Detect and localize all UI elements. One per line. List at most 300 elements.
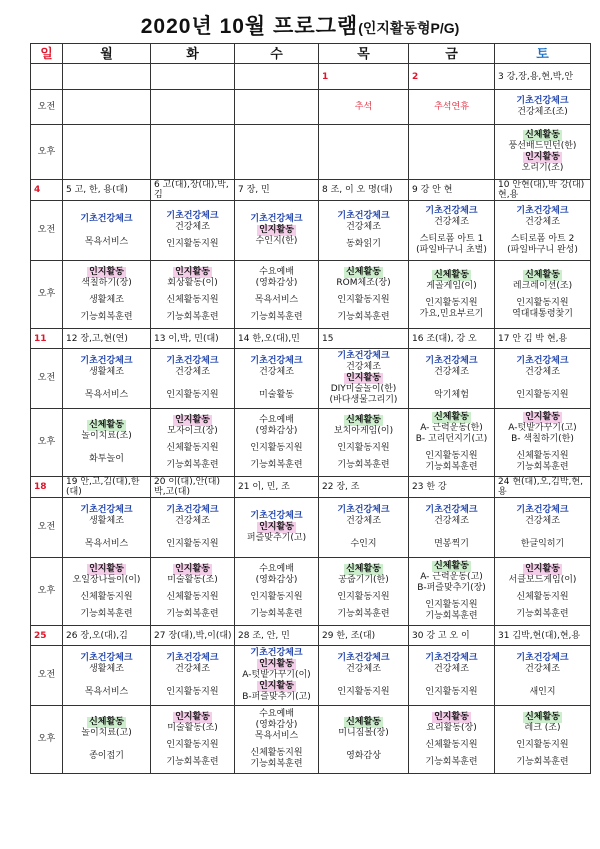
title-sub: (인지활동형P/G) bbox=[358, 20, 460, 36]
activity-label: 목욕서비스 bbox=[84, 236, 129, 247]
schedule-cell bbox=[151, 90, 235, 125]
activity-label: 기능회복훈련 bbox=[166, 608, 219, 619]
activity-label: 기초건강체크 bbox=[516, 356, 569, 366]
activity-label: 기능회복훈련 bbox=[337, 459, 390, 470]
schedule-cell bbox=[151, 201, 235, 261]
activity-label: 신체활동지원 bbox=[516, 451, 569, 461]
day-thu: 목 bbox=[319, 44, 409, 64]
date-cell bbox=[31, 64, 63, 90]
activity-label: 퍼즐맞추기(고) bbox=[246, 533, 307, 543]
activity-label: ROM체조(장) bbox=[336, 277, 391, 288]
activity-label: 한글익히기 bbox=[520, 539, 565, 549]
schedule-cell bbox=[63, 90, 151, 125]
activity-label: 레크레이션(조) bbox=[512, 280, 573, 291]
activity-label: 인지활동지원 bbox=[425, 687, 478, 697]
date-cell: 7 장, 민 bbox=[235, 180, 319, 201]
week-3-dates bbox=[31, 477, 591, 498]
cognitive-tag: 인지활동 bbox=[525, 152, 560, 162]
activity-label: 신체활동지원 bbox=[250, 748, 303, 758]
schedule-cell bbox=[495, 706, 591, 774]
activity-label: 인지활동지원 bbox=[516, 297, 569, 308]
activity-label: 기초건강체크 bbox=[80, 505, 133, 515]
week-1-pm bbox=[31, 261, 591, 329]
date-cell: 22 장, 조 bbox=[319, 477, 409, 498]
schedule-cell bbox=[409, 646, 495, 706]
activity-label: 기능회복훈련 bbox=[250, 759, 303, 769]
activity-label: 기능회복훈련 bbox=[166, 459, 219, 470]
schedule-cell bbox=[409, 201, 495, 261]
cognitive-tag: 인지활동 bbox=[259, 225, 294, 235]
activity-label: 기초건강체크 bbox=[337, 211, 390, 221]
activity-label: 역대대통령찾기 bbox=[512, 308, 573, 319]
activity-label: (영화감상) bbox=[255, 277, 298, 288]
activity-label: 기능회복훈련 bbox=[516, 462, 569, 472]
day-tue: 화 bbox=[151, 44, 235, 64]
activity-label: 목욕서비스 bbox=[84, 539, 129, 549]
activity-label: 신체활동지원 bbox=[166, 591, 219, 602]
activity-label: 생활체조 bbox=[89, 294, 124, 305]
activity-label: 수요예배 bbox=[259, 266, 294, 277]
activity-label: A- 근력운동(한) bbox=[420, 423, 483, 433]
date-cell: 6 고(대),장(대),박,김 bbox=[151, 180, 235, 201]
schedule-cell bbox=[495, 125, 591, 180]
date-cell: 3 강,장,용,현,박,안 bbox=[495, 64, 591, 90]
physical-tag: 신체활동 bbox=[89, 420, 124, 430]
schedule-cell bbox=[235, 349, 319, 409]
physical-tag: 신체활동 bbox=[525, 130, 560, 140]
schedule-cell bbox=[235, 125, 319, 180]
week-3-pm bbox=[31, 558, 591, 626]
activity-label: (영화감상) bbox=[255, 720, 298, 730]
cognitive-tag: 인지활동 bbox=[259, 659, 294, 669]
schedule-cell bbox=[319, 90, 409, 125]
schedule-cell bbox=[235, 558, 319, 626]
title-main: 2020년 10월 프로그램 bbox=[140, 15, 359, 38]
activity-label: 기능회복훈련 bbox=[166, 311, 219, 322]
activity-label: 기초건강체크 bbox=[516, 96, 569, 106]
activity-label: 기능회복훈련 bbox=[337, 608, 390, 619]
activity-label: 건강체조 bbox=[525, 367, 560, 377]
physical-tag: 신체활동 bbox=[346, 414, 381, 425]
date-cell: 4 bbox=[31, 180, 63, 201]
day-fri: 금 bbox=[409, 44, 495, 64]
activity-label: 신체활동지원 bbox=[425, 739, 478, 750]
pm-label: 오후 bbox=[31, 125, 63, 180]
activity-label: 가요,민요부르기 bbox=[419, 308, 484, 319]
activity-label: 건강체조 bbox=[346, 362, 381, 372]
schedule-cell bbox=[235, 409, 319, 477]
holiday-label: 추석연휴 bbox=[434, 101, 469, 112]
schedule-cell bbox=[409, 558, 495, 626]
activity-label: 기초건강체크 bbox=[80, 213, 133, 224]
schedule-cell bbox=[319, 646, 409, 706]
activity-label: 인지활동지원 bbox=[166, 390, 219, 400]
activity-label: 요리활동(장) bbox=[426, 722, 477, 733]
cognitive-tag: 인지활동 bbox=[175, 266, 210, 277]
week-1-dates bbox=[31, 180, 591, 201]
schedule-cell bbox=[235, 261, 319, 329]
activity-label: 인지활동지원 bbox=[337, 442, 390, 453]
schedule-cell bbox=[235, 646, 319, 706]
activity-label: 인지활동지원 bbox=[337, 591, 390, 602]
physical-tag: 신체활동 bbox=[89, 717, 124, 727]
activity-label: 기능회복훈련 bbox=[425, 462, 478, 472]
activity-label: 기능회복훈련 bbox=[80, 311, 133, 322]
activity-label: 기능회복훈련 bbox=[425, 756, 478, 767]
schedule-cell bbox=[319, 498, 409, 558]
physical-tag: 신체활동 bbox=[525, 711, 560, 722]
schedule-cell bbox=[151, 498, 235, 558]
date-cell bbox=[235, 64, 319, 90]
schedule-cell bbox=[495, 201, 591, 261]
cognitive-tag: 인지활동 bbox=[346, 373, 381, 383]
date-cell: 19 안,고,김(대),한(대) bbox=[63, 477, 151, 498]
schedule-cell bbox=[319, 409, 409, 477]
holiday-label: 추석 bbox=[354, 101, 373, 112]
activity-label: 기초건강체크 bbox=[250, 511, 303, 521]
date-cell: 15 bbox=[319, 329, 409, 349]
activity-label: 서클보드게임(이) bbox=[508, 574, 577, 585]
activity-label: 수인지(한) bbox=[255, 236, 298, 246]
date-cell: 27 장(대),박,이(대) bbox=[151, 626, 235, 646]
week-0-pm bbox=[31, 125, 591, 180]
date-cell: 17 안 김 박 현,용 bbox=[495, 329, 591, 349]
activity-label: 기초건강체크 bbox=[425, 205, 478, 216]
schedule-cell bbox=[495, 409, 591, 477]
activity-label: 면봉찍기 bbox=[434, 539, 469, 549]
date-cell: 18 bbox=[31, 477, 63, 498]
am-label: 오전 bbox=[31, 498, 63, 558]
activity-label: 기초건강체크 bbox=[425, 505, 478, 515]
activity-label: 인지활동지원 bbox=[166, 539, 219, 549]
activity-label: 인지활동지원 bbox=[166, 239, 219, 249]
pm-label: 오후 bbox=[31, 409, 63, 477]
schedule-cell bbox=[235, 498, 319, 558]
activity-label: 풍선배드민턴(한) bbox=[508, 141, 577, 151]
schedule-cell bbox=[495, 646, 591, 706]
activity-label: 인지활동지원 bbox=[166, 687, 219, 697]
activity-label: 기능회복훈련 bbox=[80, 608, 133, 619]
schedule-cell bbox=[151, 706, 235, 774]
physical-tag: 신체활동 bbox=[525, 269, 560, 280]
activity-label: 보치아게임(이) bbox=[333, 425, 394, 436]
week-2-pm bbox=[31, 409, 591, 477]
activity-label: B- 색칠하기(한) bbox=[511, 434, 574, 444]
date-cell: 29 한, 조(대) bbox=[319, 626, 409, 646]
schedule-cell bbox=[319, 349, 409, 409]
activity-label: 악기체험 bbox=[434, 390, 469, 400]
activity-label: 미술활동(조) bbox=[167, 574, 218, 585]
day-sun: 일 bbox=[31, 44, 63, 64]
date-cell: 12 장,고,현(연) bbox=[63, 329, 151, 349]
activity-label: 인지활동지원 bbox=[337, 687, 390, 697]
activity-label: 건강체조 bbox=[346, 222, 381, 232]
schedule-cell bbox=[409, 90, 495, 125]
cognitive-tag: 인지활동 bbox=[434, 711, 469, 722]
cognitive-tag: 인지활동 bbox=[175, 414, 210, 425]
schedule-cell bbox=[409, 706, 495, 774]
schedule-cell bbox=[409, 409, 495, 477]
date-cell: 20 이(대),안(대) 박,고(대) bbox=[151, 477, 235, 498]
activity-label: 기초건강체크 bbox=[516, 505, 569, 515]
schedule-cell bbox=[409, 349, 495, 409]
date-cell: 25 bbox=[31, 626, 63, 646]
activity-label: 게골게임(이) bbox=[426, 280, 477, 291]
activity-label: 기초건강체크 bbox=[337, 505, 390, 515]
week-4-am bbox=[31, 646, 591, 706]
day-mon: 월 bbox=[63, 44, 151, 64]
activity-label: 생활체조 bbox=[89, 664, 124, 674]
activity-label: 인지활동지원 bbox=[425, 600, 478, 610]
activity-label: 기초건강체크 bbox=[250, 356, 303, 366]
activity-label: A-텃밭가꾸기(고) bbox=[508, 423, 577, 433]
activity-label: 영화감상 bbox=[346, 751, 381, 761]
activity-label: 인지활동지원 bbox=[250, 591, 303, 602]
schedule-cell bbox=[409, 498, 495, 558]
activity-label: 기능회복훈련 bbox=[166, 756, 219, 767]
date-cell: 26 장,오(대),김 bbox=[63, 626, 151, 646]
activity-label: 공줍기기(한) bbox=[338, 574, 389, 585]
activity-label: 동화읽기 bbox=[346, 239, 381, 249]
activity-label: 기초건강체크 bbox=[166, 211, 219, 221]
schedule-cell bbox=[495, 261, 591, 329]
cognitive-tag: 인지활동 bbox=[259, 522, 294, 532]
date-cell: 30 강 고 오 이 bbox=[409, 626, 495, 646]
physical-tag: 신체활동 bbox=[346, 717, 381, 727]
activity-label: 건강체조 bbox=[525, 664, 560, 674]
activity-label: 건강체조 bbox=[346, 516, 381, 526]
activity-label: 기능회복훈련 bbox=[516, 608, 569, 619]
date-cell: 14 한,오(대),민 bbox=[235, 329, 319, 349]
activity-label: 생활체조 bbox=[89, 367, 124, 377]
schedule-cell bbox=[235, 706, 319, 774]
activity-label: 건강체조 bbox=[434, 367, 469, 377]
schedule-cell bbox=[63, 558, 151, 626]
date-cell bbox=[63, 64, 151, 90]
activity-label: 미니짐볼(장) bbox=[338, 728, 389, 738]
activity-label: 인지활동지원 bbox=[250, 442, 303, 453]
date-cell: 13 이,박, 민(대) bbox=[151, 329, 235, 349]
schedule-cell bbox=[235, 90, 319, 125]
schedule-cell bbox=[151, 558, 235, 626]
schedule-cell bbox=[151, 261, 235, 329]
cognitive-tag: 인지활동 bbox=[175, 711, 210, 722]
activity-label: 건강체조 bbox=[434, 516, 469, 526]
cognitive-tag: 인지활동 bbox=[89, 266, 124, 277]
date-cell: 28 조, 안, 민 bbox=[235, 626, 319, 646]
activity-label: 기능회복훈련 bbox=[250, 608, 303, 619]
schedule-cell bbox=[63, 349, 151, 409]
activity-label: 수요예배 bbox=[259, 414, 294, 425]
activity-label: (파일바구니 완성) bbox=[507, 244, 578, 255]
activity-label: 미술활동(조) bbox=[167, 722, 218, 733]
activity-label: 건강체조 bbox=[175, 516, 210, 526]
activity-label: 기초건강체크 bbox=[337, 351, 390, 361]
schedule-cell bbox=[151, 125, 235, 180]
activity-label: 수인지 bbox=[350, 539, 377, 549]
activity-label: 레크 (조) bbox=[524, 722, 561, 733]
activity-label: B-퍼즐맞추기(장) bbox=[417, 583, 486, 593]
schedule-cell bbox=[495, 90, 591, 125]
am-label: 오전 bbox=[31, 201, 63, 261]
activity-label: B- 고리던지기(고) bbox=[415, 434, 488, 444]
schedule-table bbox=[30, 43, 591, 774]
activity-label: DIY미술놀이(한) bbox=[330, 384, 397, 394]
activity-label: 기초건강체크 bbox=[516, 205, 569, 216]
cognitive-tag: 인지활동 bbox=[89, 563, 124, 574]
activity-label: 건강체조 bbox=[259, 367, 294, 377]
activity-label: 종이접기 bbox=[89, 751, 124, 761]
schedule-cell bbox=[495, 558, 591, 626]
activity-label: 수요예배 bbox=[259, 563, 294, 574]
date-cell: 5 고, 한, 용(대) bbox=[63, 180, 151, 201]
activity-label: 인지활동지원 bbox=[516, 390, 569, 400]
activity-label: 목욕서비스 bbox=[84, 390, 129, 400]
activity-label: 건강체조 bbox=[525, 216, 560, 227]
schedule-cell bbox=[235, 201, 319, 261]
activity-label: B-퍼즐맞추기(고) bbox=[242, 692, 311, 702]
date-cell: 11 bbox=[31, 329, 63, 349]
schedule-cell bbox=[151, 409, 235, 477]
physical-tag: 신체활동 bbox=[434, 269, 469, 280]
am-label: 오전 bbox=[31, 349, 63, 409]
activity-label: 오리기(조) bbox=[521, 163, 564, 173]
activity-label: 신체활동지원 bbox=[166, 294, 219, 305]
activity-label: 건강체조 bbox=[434, 216, 469, 227]
schedule-cell bbox=[151, 646, 235, 706]
activity-label: 목욕서비스 bbox=[254, 294, 299, 305]
schedule-cell bbox=[319, 558, 409, 626]
schedule-cell bbox=[63, 498, 151, 558]
activity-label: 인지활동지원 bbox=[166, 739, 219, 750]
activity-label: 기능회복훈련 bbox=[337, 311, 390, 322]
date-cell bbox=[151, 64, 235, 90]
cognitive-tag: 인지활동 bbox=[525, 563, 560, 574]
date-cell: 31 김박,현(대),현,용 bbox=[495, 626, 591, 646]
schedule-cell bbox=[63, 646, 151, 706]
schedule-cell bbox=[63, 125, 151, 180]
activity-label: 색칠하기(장) bbox=[81, 277, 132, 288]
date-cell: 2 bbox=[409, 64, 495, 90]
activity-label: 건강체조 bbox=[175, 367, 210, 377]
schedule-cell bbox=[63, 706, 151, 774]
activity-label: 놀이치료(고) bbox=[81, 728, 132, 738]
page-title bbox=[0, 10, 600, 40]
date-cell: 24 현(대),오,김박,현,용 bbox=[495, 477, 591, 498]
activity-label: 기능회복훈련 bbox=[425, 611, 478, 621]
date-cell: 8 조, 이 오 명(대) bbox=[319, 180, 409, 201]
activity-label: 건강체조 bbox=[175, 664, 210, 674]
cognitive-tag: 인지활동 bbox=[175, 563, 210, 574]
activity-label: 기초건강체크 bbox=[425, 356, 478, 366]
week-4-pm bbox=[31, 706, 591, 774]
activity-label: 모자이크(장) bbox=[167, 425, 218, 436]
day-wed: 수 bbox=[235, 44, 319, 64]
week-0-dates bbox=[31, 64, 591, 90]
schedule-cell bbox=[495, 349, 591, 409]
pm-label: 오후 bbox=[31, 706, 63, 774]
activity-label: 생활체조 bbox=[89, 516, 124, 526]
schedule-cell bbox=[319, 261, 409, 329]
schedule-cell bbox=[63, 261, 151, 329]
activity-label: 건강체조 bbox=[434, 664, 469, 674]
activity-label: 기초건강체크 bbox=[80, 653, 133, 663]
week-0-am bbox=[31, 90, 591, 125]
cognitive-tag: 인지활동 bbox=[525, 412, 560, 422]
schedule-cell bbox=[409, 261, 495, 329]
activity-label: (영화감상) bbox=[255, 425, 298, 436]
activity-label: 기초건강체크 bbox=[250, 648, 303, 658]
activity-label: (바다생물그리기) bbox=[329, 395, 398, 405]
activity-label: 기초건강체크 bbox=[250, 214, 303, 224]
activity-label: 기초건강체크 bbox=[425, 653, 478, 663]
week-4-dates bbox=[31, 626, 591, 646]
week-1-am bbox=[31, 201, 591, 261]
activity-label: 건강체조 bbox=[525, 516, 560, 526]
activity-label: 인지활동지원 bbox=[425, 451, 478, 461]
activity-label: 기초건강체크 bbox=[516, 653, 569, 663]
schedule-cell bbox=[319, 125, 409, 180]
activity-label: 미술활동 bbox=[259, 390, 294, 400]
schedule-cell bbox=[409, 125, 495, 180]
schedule-cell bbox=[319, 201, 409, 261]
activity-label: A- 근력운동(고) bbox=[420, 572, 483, 582]
activity-label: A-텃밭가꾸기(이) bbox=[242, 670, 311, 680]
activity-label: 오일장나들이(이) bbox=[72, 574, 141, 585]
am-label: 오전 bbox=[31, 646, 63, 706]
activity-label: 목욕서비스 bbox=[84, 687, 129, 697]
activity-label: 인지활동지원 bbox=[516, 739, 569, 750]
weekday-header bbox=[31, 44, 591, 64]
physical-tag: 신체활동 bbox=[434, 561, 469, 571]
date-cell: 9 강 안 현 bbox=[409, 180, 495, 201]
week-2-dates bbox=[31, 329, 591, 349]
activity-label: 스티로폼 아트 1 bbox=[419, 233, 484, 244]
physical-tag: 신체활동 bbox=[346, 563, 381, 574]
activity-label: 기능회복훈련 bbox=[250, 459, 303, 470]
pm-label: 오후 bbox=[31, 261, 63, 329]
date-cell: 16 조(대), 강 오 bbox=[409, 329, 495, 349]
schedule-cell bbox=[151, 349, 235, 409]
date-cell: 10 안현(대),박 강(대)현,용 bbox=[495, 180, 591, 201]
activity-label: 건강체조(조) bbox=[517, 107, 568, 117]
activity-label: 기초건강체크 bbox=[166, 653, 219, 663]
activity-label: 기능회복훈련 bbox=[250, 311, 303, 322]
schedule-cell bbox=[63, 409, 151, 477]
activity-label: 건강체조 bbox=[175, 222, 210, 232]
pm-label: 오후 bbox=[31, 558, 63, 626]
activity-label: 기초건강체크 bbox=[337, 653, 390, 663]
schedule-cell bbox=[63, 201, 151, 261]
date-cell: 1 bbox=[319, 64, 409, 90]
date-cell: 23 한 강 bbox=[409, 477, 495, 498]
schedule-cell bbox=[319, 706, 409, 774]
activity-label: 건강체조 bbox=[346, 664, 381, 674]
am-label: 오전 bbox=[31, 90, 63, 125]
activity-label: 기초건강체크 bbox=[80, 356, 133, 366]
activity-label: 신체활동지원 bbox=[516, 591, 569, 602]
activity-label: 기능회복훈련 bbox=[516, 756, 569, 767]
week-2-am bbox=[31, 349, 591, 409]
cognitive-tag: 인지활동 bbox=[259, 681, 294, 691]
physical-tag: 신체활동 bbox=[434, 412, 469, 422]
activity-label: 목욕서비스 bbox=[254, 731, 299, 741]
activity-label: 기초건강체크 bbox=[166, 505, 219, 515]
activity-label: 인지활동지원 bbox=[425, 297, 478, 308]
schedule-cell bbox=[495, 498, 591, 558]
activity-label: 인지활동지원 bbox=[337, 294, 390, 305]
date-cell: 21 이, 민, 조 bbox=[235, 477, 319, 498]
